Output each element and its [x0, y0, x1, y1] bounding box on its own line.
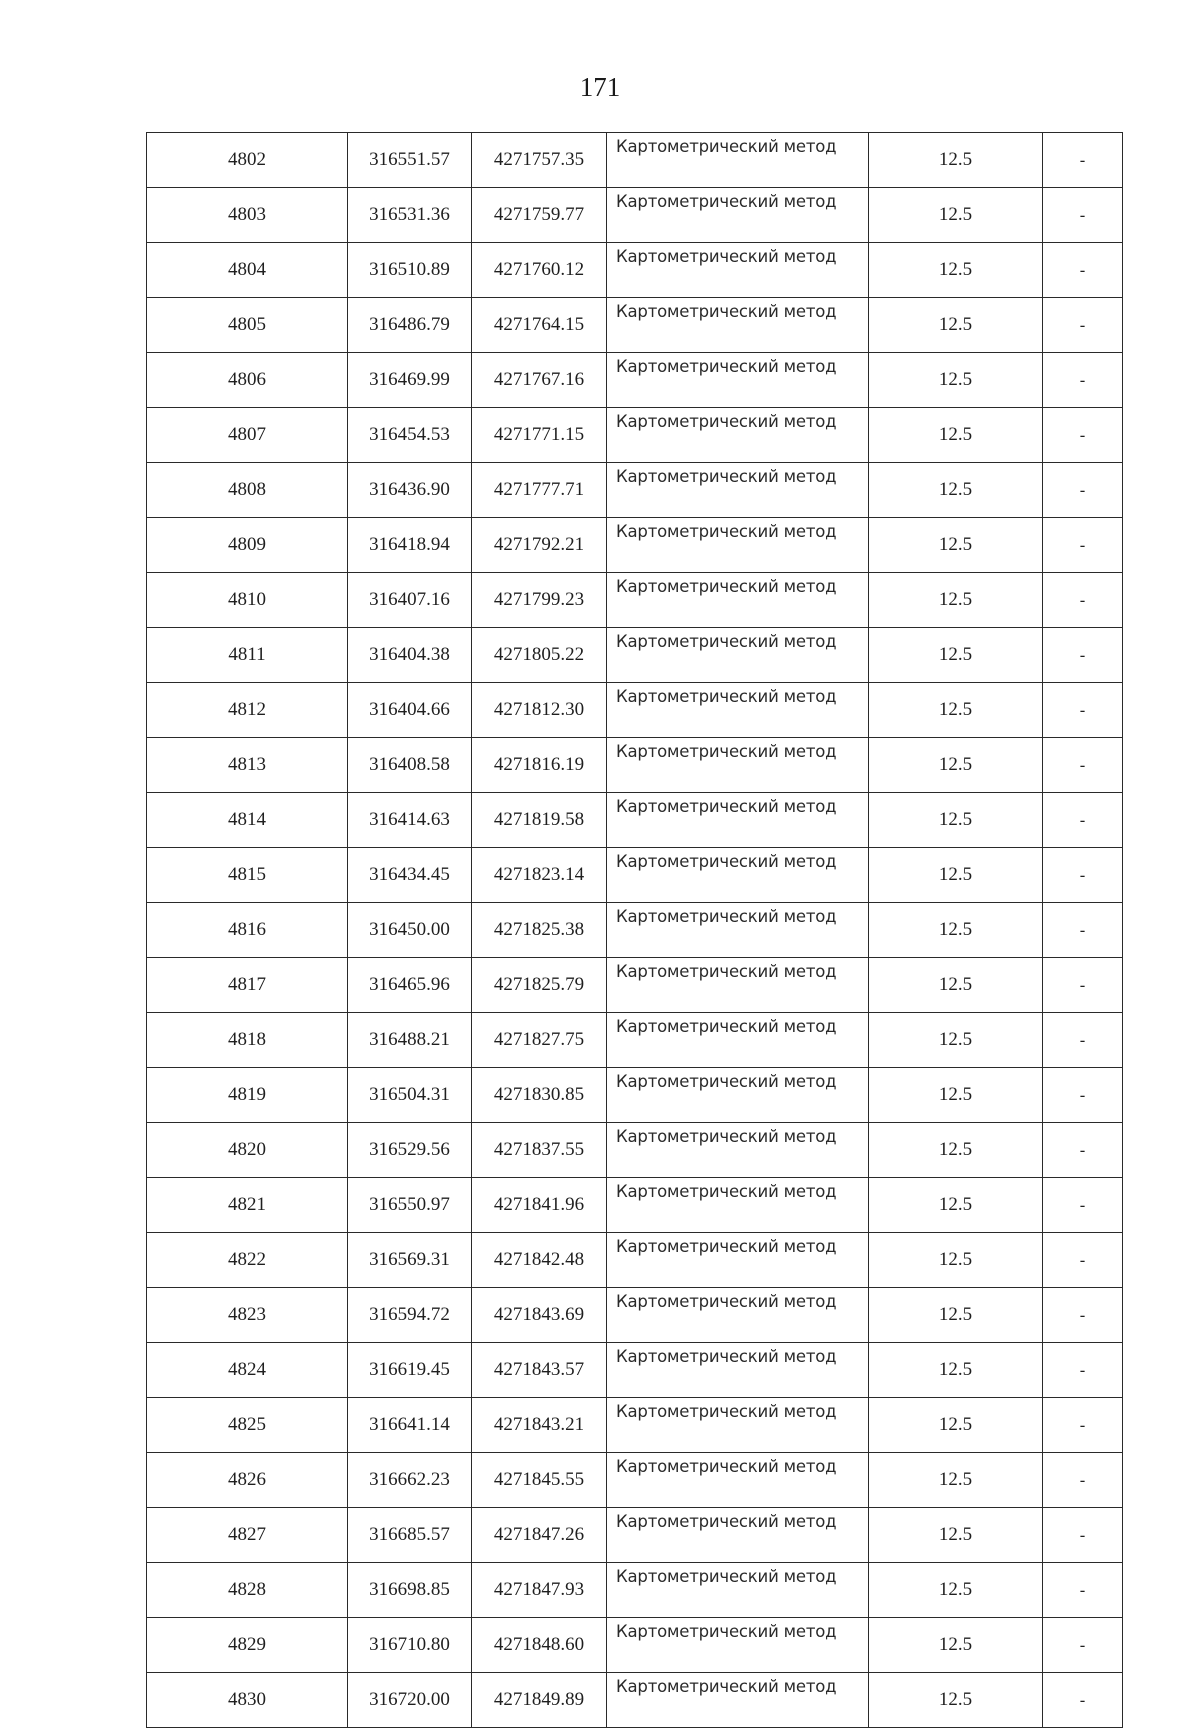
y-coordinate-cell: 4271827.75	[472, 1013, 607, 1068]
method-cell: Картометрический метод	[607, 353, 869, 408]
point-number-cell: 4806	[147, 353, 348, 408]
point-number-cell: 4815	[147, 848, 348, 903]
method-cell: Картометрический метод	[607, 1398, 869, 1453]
point-number-cell: 4827	[147, 1508, 348, 1563]
point-number-cell: 4829	[147, 1618, 348, 1673]
y-coordinate-cell: 4271825.79	[472, 958, 607, 1013]
accuracy-cell: 12.5	[869, 1123, 1043, 1178]
x-coordinate-cell: 316504.31	[348, 1068, 472, 1123]
accuracy-cell: 12.5	[869, 133, 1043, 188]
table-row	[147, 353, 1123, 408]
method-cell: Картометрический метод	[607, 1013, 869, 1068]
table-row	[147, 518, 1123, 573]
x-coordinate-cell: 316486.79	[348, 298, 472, 353]
note-cell: -	[1043, 1563, 1123, 1618]
note-cell: -	[1043, 738, 1123, 793]
note-cell: -	[1043, 793, 1123, 848]
table-row	[147, 1178, 1123, 1233]
y-coordinate-cell: 4271837.55	[472, 1123, 607, 1178]
y-coordinate-cell: 4271830.85	[472, 1068, 607, 1123]
x-coordinate-cell: 316551.57	[348, 133, 472, 188]
note-cell: -	[1043, 1398, 1123, 1453]
y-coordinate-cell: 4271764.15	[472, 298, 607, 353]
table-row	[147, 408, 1123, 463]
table-row	[147, 188, 1123, 243]
point-number-cell: 4818	[147, 1013, 348, 1068]
y-coordinate-cell: 4271843.57	[472, 1343, 607, 1398]
y-coordinate-cell: 4271823.14	[472, 848, 607, 903]
method-cell: Картометрический метод	[607, 1068, 869, 1123]
accuracy-cell: 12.5	[869, 353, 1043, 408]
method-cell: Картометрический метод	[607, 1508, 869, 1563]
table-row	[147, 1563, 1123, 1618]
y-coordinate-cell: 4271841.96	[472, 1178, 607, 1233]
y-coordinate-cell: 4271792.21	[472, 518, 607, 573]
accuracy-cell: 12.5	[869, 628, 1043, 683]
table-row	[147, 133, 1123, 188]
x-coordinate-cell: 316408.58	[348, 738, 472, 793]
accuracy-cell: 12.5	[869, 683, 1043, 738]
method-cell: Картометрический метод	[607, 793, 869, 848]
table-row	[147, 1453, 1123, 1508]
note-cell: -	[1043, 243, 1123, 298]
table-row	[147, 793, 1123, 848]
method-cell: Картометрический метод	[607, 298, 869, 353]
note-cell: -	[1043, 903, 1123, 958]
x-coordinate-cell: 316469.99	[348, 353, 472, 408]
note-cell: -	[1043, 188, 1123, 243]
table-row	[147, 1508, 1123, 1563]
table-row	[147, 1123, 1123, 1178]
y-coordinate-cell: 4271805.22	[472, 628, 607, 683]
y-coordinate-cell: 4271767.16	[472, 353, 607, 408]
accuracy-cell: 12.5	[869, 298, 1043, 353]
x-coordinate-cell: 316488.21	[348, 1013, 472, 1068]
accuracy-cell: 12.5	[869, 573, 1043, 628]
y-coordinate-cell: 4271825.38	[472, 903, 607, 958]
y-coordinate-cell: 4271799.23	[472, 573, 607, 628]
point-number-cell: 4808	[147, 463, 348, 518]
note-cell: -	[1043, 958, 1123, 1013]
table-row	[147, 298, 1123, 353]
method-cell: Картометрический метод	[607, 133, 869, 188]
note-cell: -	[1043, 518, 1123, 573]
x-coordinate-cell: 316531.36	[348, 188, 472, 243]
table-row	[147, 1398, 1123, 1453]
y-coordinate-cell: 4271843.21	[472, 1398, 607, 1453]
method-cell: Картометрический метод	[607, 848, 869, 903]
method-cell: Картометрический метод	[607, 243, 869, 298]
x-coordinate-cell: 316434.45	[348, 848, 472, 903]
page-number: 171	[579, 72, 621, 102]
x-coordinate-cell: 316569.31	[348, 1233, 472, 1288]
x-coordinate-cell: 316510.89	[348, 243, 472, 298]
note-cell: -	[1043, 1508, 1123, 1563]
point-number-cell: 4821	[147, 1178, 348, 1233]
point-number-cell: 4813	[147, 738, 348, 793]
method-cell: Картометрический метод	[607, 1453, 869, 1508]
point-number-cell: 4826	[147, 1453, 348, 1508]
x-coordinate-cell: 316641.14	[348, 1398, 472, 1453]
accuracy-cell: 12.5	[869, 848, 1043, 903]
accuracy-cell: 12.5	[869, 1068, 1043, 1123]
point-number-cell: 4830	[147, 1673, 348, 1728]
note-cell: -	[1043, 1343, 1123, 1398]
method-cell: Картометрический метод	[607, 958, 869, 1013]
point-number-cell: 4822	[147, 1233, 348, 1288]
y-coordinate-cell: 4271847.93	[472, 1563, 607, 1618]
table-row	[147, 1233, 1123, 1288]
point-number-cell: 4823	[147, 1288, 348, 1343]
y-coordinate-cell: 4271757.35	[472, 133, 607, 188]
coordinates-table	[146, 132, 1123, 1728]
x-coordinate-cell: 316619.45	[348, 1343, 472, 1398]
note-cell: -	[1043, 463, 1123, 518]
x-coordinate-cell: 316710.80	[348, 1618, 472, 1673]
accuracy-cell: 12.5	[869, 463, 1043, 518]
note-cell: -	[1043, 1288, 1123, 1343]
x-coordinate-cell: 316404.66	[348, 683, 472, 738]
y-coordinate-cell: 4271777.71	[472, 463, 607, 518]
x-coordinate-cell: 316407.16	[348, 573, 472, 628]
x-coordinate-cell: 316529.56	[348, 1123, 472, 1178]
point-number-cell: 4802	[147, 133, 348, 188]
accuracy-cell: 12.5	[869, 188, 1043, 243]
coordinates-table-body	[147, 133, 1123, 1728]
y-coordinate-cell: 4271816.19	[472, 738, 607, 793]
x-coordinate-cell: 316436.90	[348, 463, 472, 518]
table-row	[147, 903, 1123, 958]
x-coordinate-cell: 316465.96	[348, 958, 472, 1013]
method-cell: Картометрический метод	[607, 628, 869, 683]
accuracy-cell: 12.5	[869, 903, 1043, 958]
point-number-cell: 4814	[147, 793, 348, 848]
accuracy-cell: 12.5	[869, 1013, 1043, 1068]
method-cell: Картометрический метод	[607, 1123, 869, 1178]
note-cell: -	[1043, 1618, 1123, 1673]
note-cell: -	[1043, 408, 1123, 463]
table-row	[147, 573, 1123, 628]
y-coordinate-cell: 4271760.12	[472, 243, 607, 298]
table-row	[147, 1673, 1123, 1728]
point-number-cell: 4807	[147, 408, 348, 463]
note-cell: -	[1043, 133, 1123, 188]
point-number-cell: 4810	[147, 573, 348, 628]
method-cell: Картометрический метод	[607, 683, 869, 738]
x-coordinate-cell: 316454.53	[348, 408, 472, 463]
accuracy-cell: 12.5	[869, 1178, 1043, 1233]
table-row	[147, 1618, 1123, 1673]
point-number-cell: 4828	[147, 1563, 348, 1618]
note-cell: -	[1043, 573, 1123, 628]
accuracy-cell: 12.5	[869, 1343, 1043, 1398]
note-cell: -	[1043, 628, 1123, 683]
x-coordinate-cell: 316685.57	[348, 1508, 472, 1563]
note-cell: -	[1043, 848, 1123, 903]
y-coordinate-cell: 4271842.48	[472, 1233, 607, 1288]
y-coordinate-cell: 4271847.26	[472, 1508, 607, 1563]
note-cell: -	[1043, 298, 1123, 353]
y-coordinate-cell: 4271848.60	[472, 1618, 607, 1673]
point-number-cell: 4824	[147, 1343, 348, 1398]
y-coordinate-cell: 4271849.89	[472, 1673, 607, 1728]
table-row	[147, 463, 1123, 518]
method-cell: Картометрический метод	[607, 463, 869, 518]
y-coordinate-cell: 4271819.58	[472, 793, 607, 848]
point-number-cell: 4819	[147, 1068, 348, 1123]
x-coordinate-cell: 316698.85	[348, 1563, 472, 1618]
y-coordinate-cell: 4271843.69	[472, 1288, 607, 1343]
accuracy-cell: 12.5	[869, 1673, 1043, 1728]
table-row	[147, 628, 1123, 683]
table-row	[147, 738, 1123, 793]
method-cell: Картометрический метод	[607, 573, 869, 628]
table-row	[147, 958, 1123, 1013]
note-cell: -	[1043, 683, 1123, 738]
method-cell: Картометрический метод	[607, 518, 869, 573]
note-cell: -	[1043, 1068, 1123, 1123]
method-cell: Картометрический метод	[607, 903, 869, 958]
accuracy-cell: 12.5	[869, 1398, 1043, 1453]
method-cell: Картометрический метод	[607, 738, 869, 793]
note-cell: -	[1043, 353, 1123, 408]
accuracy-cell: 12.5	[869, 518, 1043, 573]
x-coordinate-cell: 316404.38	[348, 628, 472, 683]
x-coordinate-cell: 316594.72	[348, 1288, 472, 1343]
note-cell: -	[1043, 1673, 1123, 1728]
accuracy-cell: 12.5	[869, 958, 1043, 1013]
method-cell: Картометрический метод	[607, 1288, 869, 1343]
accuracy-cell: 12.5	[869, 1508, 1043, 1563]
method-cell: Картометрический метод	[607, 1233, 869, 1288]
note-cell: -	[1043, 1233, 1123, 1288]
accuracy-cell: 12.5	[869, 1618, 1043, 1673]
y-coordinate-cell: 4271812.30	[472, 683, 607, 738]
point-number-cell: 4812	[147, 683, 348, 738]
table-row	[147, 243, 1123, 298]
point-number-cell: 4820	[147, 1123, 348, 1178]
point-number-cell: 4825	[147, 1398, 348, 1453]
accuracy-cell: 12.5	[869, 738, 1043, 793]
y-coordinate-cell: 4271759.77	[472, 188, 607, 243]
table-row	[147, 848, 1123, 903]
table-row	[147, 1013, 1123, 1068]
x-coordinate-cell: 316720.00	[348, 1673, 472, 1728]
point-number-cell: 4809	[147, 518, 348, 573]
point-number-cell: 4805	[147, 298, 348, 353]
table-row	[147, 1343, 1123, 1398]
table-row	[147, 683, 1123, 738]
accuracy-cell: 12.5	[869, 1453, 1043, 1508]
y-coordinate-cell: 4271771.15	[472, 408, 607, 463]
x-coordinate-cell: 316450.00	[348, 903, 472, 958]
accuracy-cell: 12.5	[869, 793, 1043, 848]
method-cell: Картометрический метод	[607, 408, 869, 463]
method-cell: Картометрический метод	[607, 1618, 869, 1673]
accuracy-cell: 12.5	[869, 1563, 1043, 1618]
point-number-cell: 4803	[147, 188, 348, 243]
accuracy-cell: 12.5	[869, 243, 1043, 298]
x-coordinate-cell: 316414.63	[348, 793, 472, 848]
point-number-cell: 4817	[147, 958, 348, 1013]
method-cell: Картометрический метод	[607, 188, 869, 243]
table-row	[147, 1288, 1123, 1343]
table-row	[147, 1068, 1123, 1123]
x-coordinate-cell: 316550.97	[348, 1178, 472, 1233]
method-cell: Картометрический метод	[607, 1673, 869, 1728]
point-number-cell: 4804	[147, 243, 348, 298]
x-coordinate-cell: 316418.94	[348, 518, 472, 573]
method-cell: Картометрический метод	[607, 1563, 869, 1618]
method-cell: Картометрический метод	[607, 1343, 869, 1398]
accuracy-cell: 12.5	[869, 1233, 1043, 1288]
note-cell: -	[1043, 1123, 1123, 1178]
point-number-cell: 4816	[147, 903, 348, 958]
method-cell: Картометрический метод	[607, 1178, 869, 1233]
note-cell: -	[1043, 1178, 1123, 1233]
note-cell: -	[1043, 1013, 1123, 1068]
point-number-cell: 4811	[147, 628, 348, 683]
x-coordinate-cell: 316662.23	[348, 1453, 472, 1508]
note-cell: -	[1043, 1453, 1123, 1508]
accuracy-cell: 12.5	[869, 1288, 1043, 1343]
y-coordinate-cell: 4271845.55	[472, 1453, 607, 1508]
accuracy-cell: 12.5	[869, 408, 1043, 463]
